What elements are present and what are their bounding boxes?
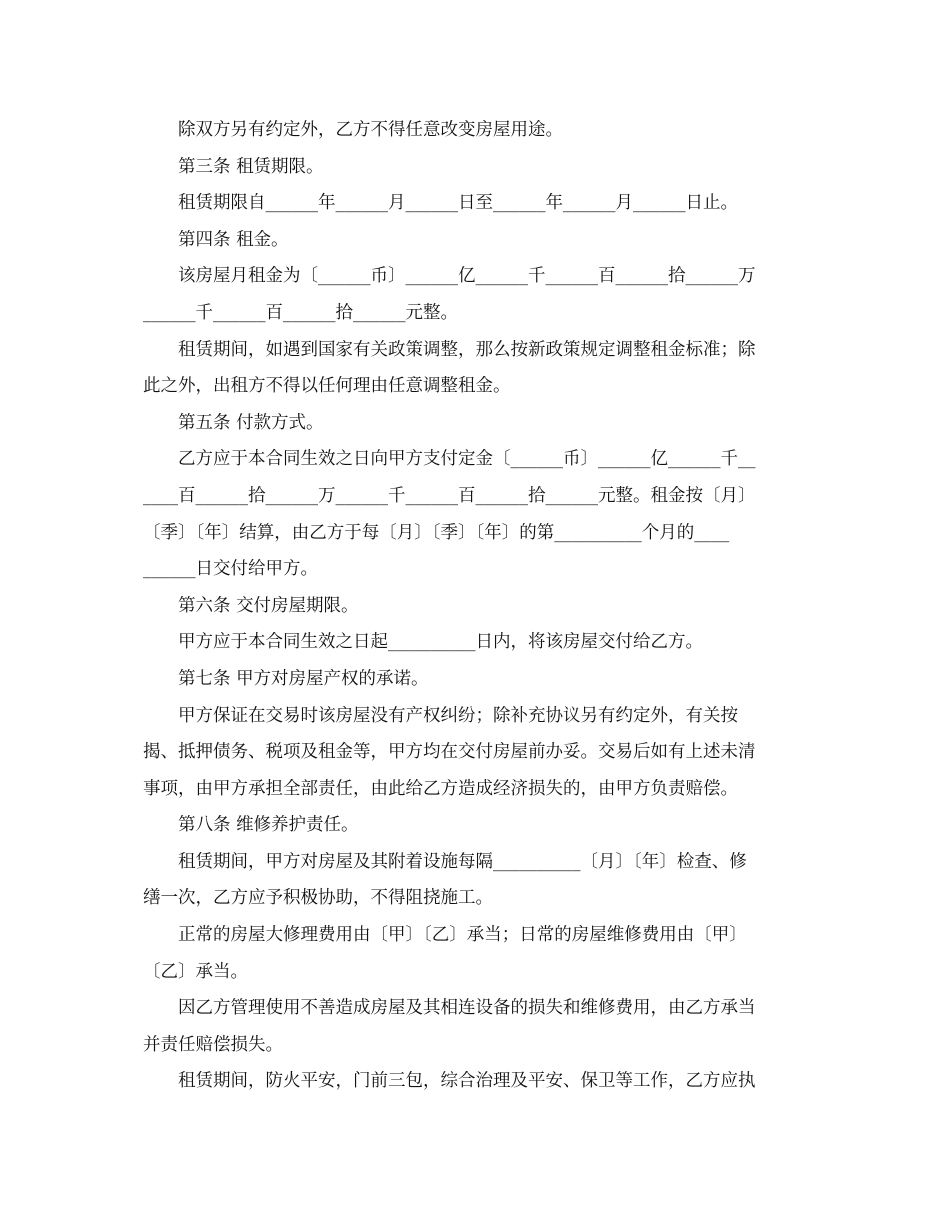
paragraph-line: 甲方保证在交易时该房屋没有产权纠纷；除补充协议另有约定外，有关按 [178, 705, 738, 726]
paragraph-line: ______日交付给甲方。 [143, 559, 318, 580]
paragraph-line: 并责任赔偿损失。 [143, 1034, 283, 1055]
paragraph-line: 缮一次，乙方应予积极协助，不得阻挠施工。 [143, 888, 493, 909]
paragraph-line: 因乙方管理使用不善造成房屋及其相连设备的损失和维修费用，由乙方承当 [178, 998, 756, 1019]
paragraph-line: 揭、抵押债务、税项及租金等，甲方均在交付房屋前办妥。交易后如有上述未清 [143, 742, 756, 763]
paragraph-line: ____百______拾______万______千______百______拾______元整。租金按〔月〕 [143, 485, 756, 506]
paragraph-line: 事项，由甲方承担全部责任，由此给乙方造成经济损失的，由甲方负责赔偿。 [143, 778, 738, 799]
section-heading-article-8: 第八条 维修养护责任。 [178, 815, 359, 836]
paragraph-line: 租赁期间，甲方对房屋及其附着设施每隔__________〔月〕〔年〕检查、修 [178, 851, 747, 872]
paragraph-line: 租赁期间，防火平安，门前三包，综合治理及平安、保卫等工作，乙方应执 [178, 1071, 756, 1092]
document-page [143, 112, 803, 1100]
section-heading-article-4: 第四条 租金。 [178, 229, 289, 250]
paragraph-line: 〔乙〕承当。 [143, 961, 248, 982]
paragraph-line: ______千______百______拾______元整。 [143, 302, 458, 323]
paragraph-line: 除双方另有约定外，乙方不得任意改变房屋用途。 [178, 120, 563, 140]
section-heading-article-5: 第五条 付款方式。 [178, 412, 324, 433]
section-heading-article-3: 第三条 租赁期限。 [178, 156, 324, 177]
section-heading-article-7: 第七条 甲方对房屋产权的承诺。 [178, 668, 429, 689]
paragraph-line: 甲方应于本合同生效之日起__________日内，将该房屋交付给乙方。 [178, 632, 703, 653]
paragraph-line: 正常的房屋大修理费用由〔甲〕〔乙〕承当；日常的房屋维修费用由〔甲〕 [178, 925, 747, 946]
paragraph-line: 此之外，出租方不得以任何理由任意调整租金。 [143, 376, 511, 397]
paragraph-line: 乙方应于本合同生效之日向甲方支付定金〔______币〕______亿______千__ [178, 449, 756, 470]
section-heading-article-6: 第六条 交付房屋期限。 [178, 595, 359, 616]
paragraph-line: 该房屋月租金为〔______币〕______亿______千______百______拾______万 [178, 266, 756, 287]
paragraph-line: 租赁期间，如遇到国家有关政策调整，那么按新政策规定调整租金标准；除 [178, 339, 756, 360]
paragraph-line: 租赁期限自______年______月______日至______年______月______日止。 [178, 193, 738, 214]
paragraph-line: 〔季〕〔年〕结算，由乙方于每〔月〕〔季〕〔年〕的第__________个月的____ [143, 522, 730, 543]
